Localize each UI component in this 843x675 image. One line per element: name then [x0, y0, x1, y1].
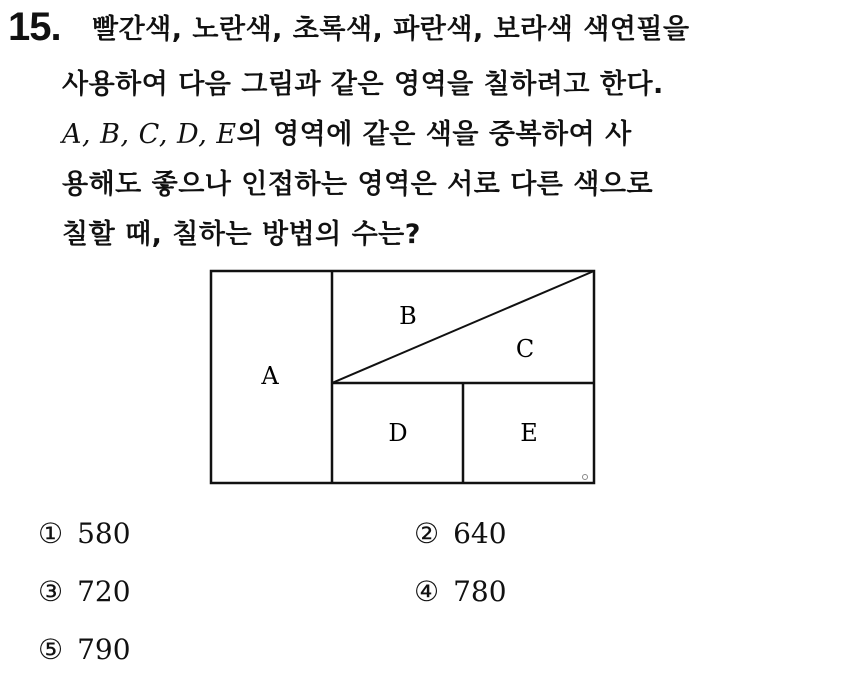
- region-label-d: D: [388, 419, 408, 447]
- diagonal-bc: [332, 271, 594, 383]
- choice-4[interactable]: [414, 575, 507, 609]
- question-text-line-4: 용해도 좋으나 인접하는 영역은 서로 다른 색으로: [62, 169, 654, 200]
- question-text-line-3-rest: 의 영역에 같은 색을 중복하여 사: [236, 119, 632, 150]
- choice-2-value: 640: [453, 517, 507, 550]
- question-number: 15.: [8, 5, 61, 49]
- choice-3-mark: ③: [38, 575, 64, 608]
- choice-1-mark: ①: [38, 517, 64, 550]
- choice-3[interactable]: [38, 575, 131, 609]
- choice-5-value: 790: [77, 633, 131, 666]
- region-figure: [200, 262, 610, 492]
- region-variables: A, B, C, D, E: [62, 119, 237, 150]
- question-text-line-1: 빨간색, 노란색, 초록색, 파란색, 보라색 색연필을: [92, 14, 690, 45]
- choice-5-mark: ⑤: [38, 633, 64, 666]
- region-label-b: B: [399, 302, 417, 330]
- choice-2-mark: ②: [414, 517, 440, 550]
- question-text-line-5: 칠할 때, 칠하는 방법의 수는?: [62, 219, 421, 250]
- choice-4-value: 780: [453, 575, 507, 608]
- corner-dot: [583, 475, 588, 480]
- region-label-e: E: [520, 419, 538, 447]
- choice-1-value: 580: [77, 517, 131, 550]
- choice-5[interactable]: [38, 633, 131, 667]
- question-text-line-3: [62, 117, 632, 153]
- region-label-c: C: [515, 335, 535, 363]
- region-label-a: A: [261, 362, 279, 390]
- question-text-line-2: 사용하여 다음 그림과 같은 영역을 칠하려고 한다.: [62, 69, 664, 100]
- choice-1[interactable]: [38, 517, 131, 551]
- region-diagram: [200, 262, 610, 492]
- choice-4-mark: ④: [414, 575, 440, 608]
- choice-2[interactable]: [414, 517, 507, 551]
- choice-3-value: 720: [77, 575, 131, 608]
